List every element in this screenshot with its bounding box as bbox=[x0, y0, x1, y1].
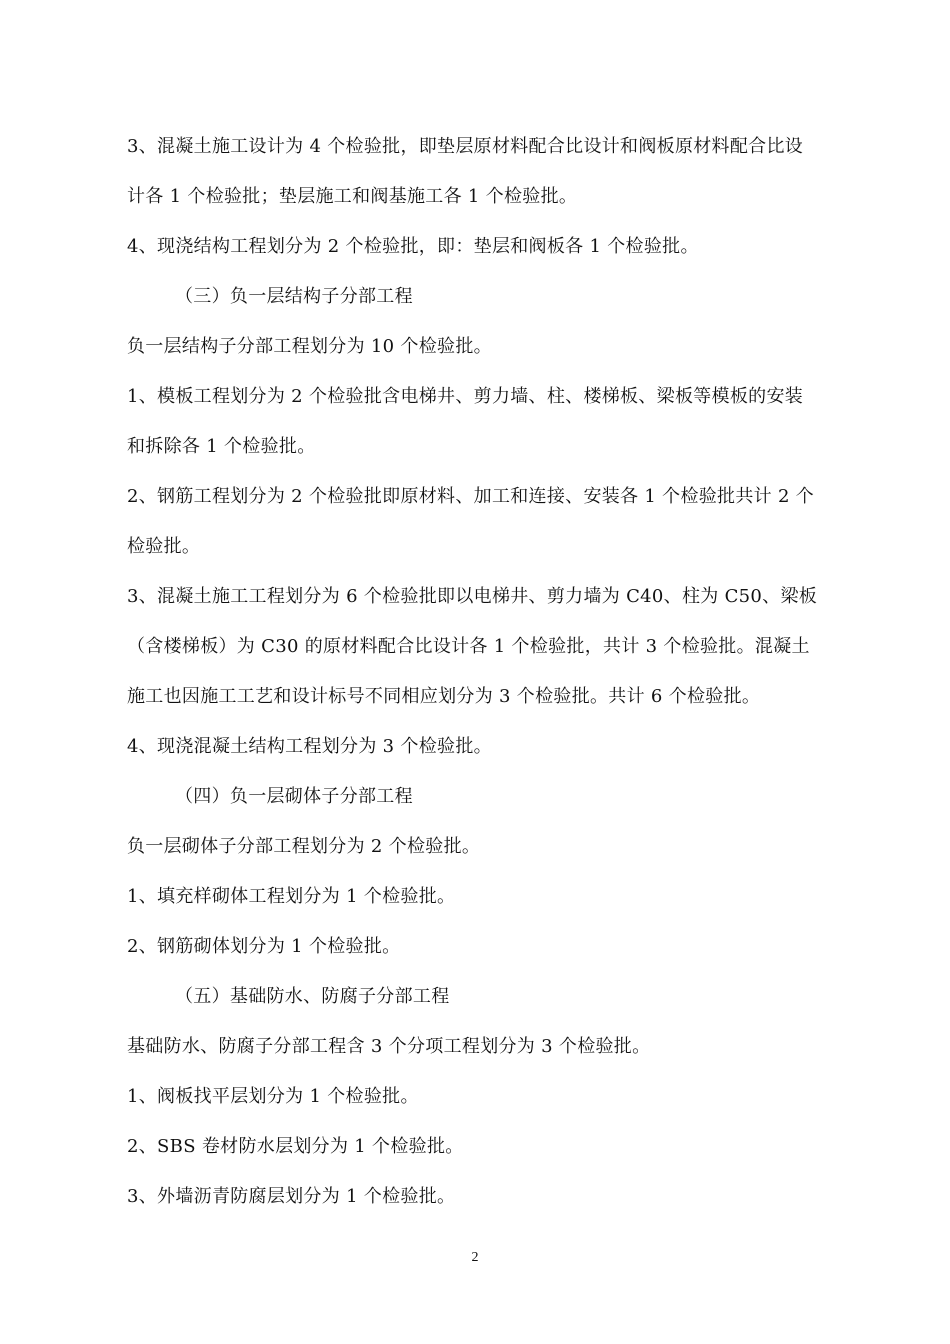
paragraph-line: 2、钢筋砌体划分为 1 个检验批。 bbox=[127, 936, 401, 957]
document-body bbox=[127, 122, 827, 1222]
paragraph-line: 1、填充样砌体工程划分为 1 个检验批。 bbox=[127, 886, 456, 907]
section-heading: （四）负一层砌体子分部工程 bbox=[175, 786, 413, 807]
paragraph-line: （含楼梯板）为 C30 的原材料配合比设计各 1 个检验批，共计 3 个检验批。混凝土 bbox=[127, 636, 810, 657]
paragraph-line: 1、模板工程划分为 2 个检验批含电梯井、剪力墙、柱、楼梯板、梁板等模板的安装 bbox=[127, 386, 804, 407]
paragraph-line: 2、SBS 卷材防水层划分为 1 个检验批。 bbox=[127, 1136, 464, 1157]
paragraph-line: 施工也因施工工艺和设计标号不同相应划分为 3 个检验批。共计 6 个检验批。 bbox=[127, 686, 761, 707]
paragraph-line: 负一层砌体子分部工程划分为 2 个检验批。 bbox=[127, 836, 481, 857]
paragraph-line: 检验批。 bbox=[127, 536, 201, 557]
paragraph-line: 4、现浇混凝土结构工程划分为 3 个检验批。 bbox=[127, 736, 492, 757]
paragraph-line: 3、外墙沥青防腐层划分为 1 个检验批。 bbox=[127, 1186, 456, 1207]
section-heading: （五）基础防水、防腐子分部工程 bbox=[175, 986, 450, 1007]
paragraph-line: 2、钢筋工程划分为 2 个检验批即原材料、加工和连接、安装各 1 个检验批共计 2 个 bbox=[127, 486, 815, 507]
paragraph-line: 4、现浇结构工程划分为 2 个检验批，即：垫层和阀板各 1 个检验批。 bbox=[127, 236, 699, 257]
paragraph-line: 3、混凝土施工工程划分为 6 个检验批即以电梯井、剪力墙为 C40、柱为 C50、梁板 bbox=[127, 586, 818, 607]
paragraph-line: 1、阀板找平层划分为 1 个检验批。 bbox=[127, 1086, 419, 1107]
paragraph-line: 计各 1 个检验批；垫层施工和阀基施工各 1 个检验批。 bbox=[127, 186, 578, 207]
paragraph-line: 负一层结构子分部工程划分为 10 个检验批。 bbox=[127, 336, 492, 357]
paragraph-line: 3、混凝土施工设计为 4 个检验批，即垫层原材料配合比设计和阀板原材料配合比设 bbox=[127, 136, 804, 157]
section-heading: （三）负一层结构子分部工程 bbox=[175, 286, 413, 307]
page-number: 2 bbox=[471, 1250, 479, 1265]
paragraph-line: 和拆除各 1 个检验批。 bbox=[127, 436, 316, 457]
paragraph-line: 基础防水、防腐子分部工程含 3 个分项工程划分为 3 个检验批。 bbox=[127, 1036, 651, 1057]
